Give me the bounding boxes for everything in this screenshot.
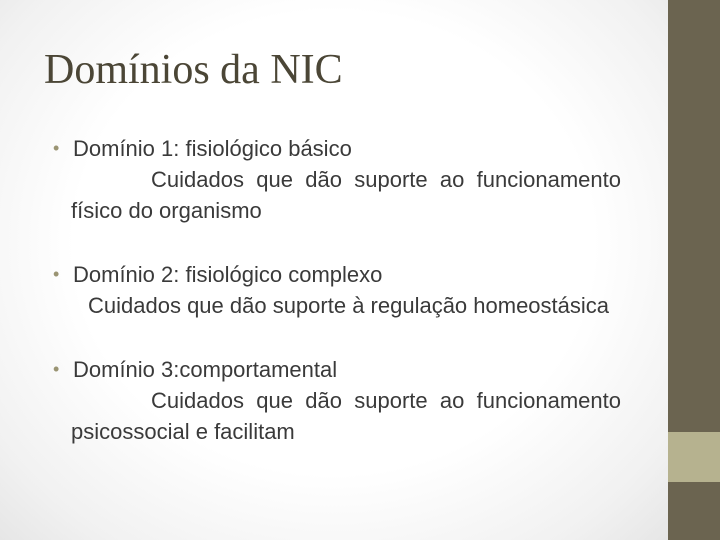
bullet-list (53, 133, 621, 480)
bullet-item-domain-2 (53, 259, 621, 321)
bullet-description: Cuidados que dão suporte à regulação homeostásica (88, 293, 610, 318)
bullet-heading (53, 259, 621, 290)
bullet-item-domain-3 (53, 354, 621, 447)
bullet-description: Cuidados que dão suporte ao funcionamento psicossocial e facilitam (71, 388, 621, 444)
bullet-heading-text: Domínio 3:comportamental (73, 357, 338, 382)
sidebar-accent-decoration (668, 432, 720, 482)
bullet-icon: • (53, 359, 60, 379)
bullet-icon: • (53, 264, 60, 284)
bullet-icon: • (53, 138, 60, 158)
bullet-item-domain-1 (53, 133, 621, 226)
bullet-description: Cuidados que dão suporte ao funcionamento físico do organismo (71, 167, 621, 223)
bullet-heading (53, 133, 621, 164)
bullet-heading (53, 354, 621, 385)
slide-title: Domínios da NIC (44, 47, 343, 93)
bullet-heading-text: Domínio 2: fisiológico complexo (73, 262, 383, 287)
bullet-heading-text: Domínio 1: fisiológico básico (73, 136, 352, 161)
